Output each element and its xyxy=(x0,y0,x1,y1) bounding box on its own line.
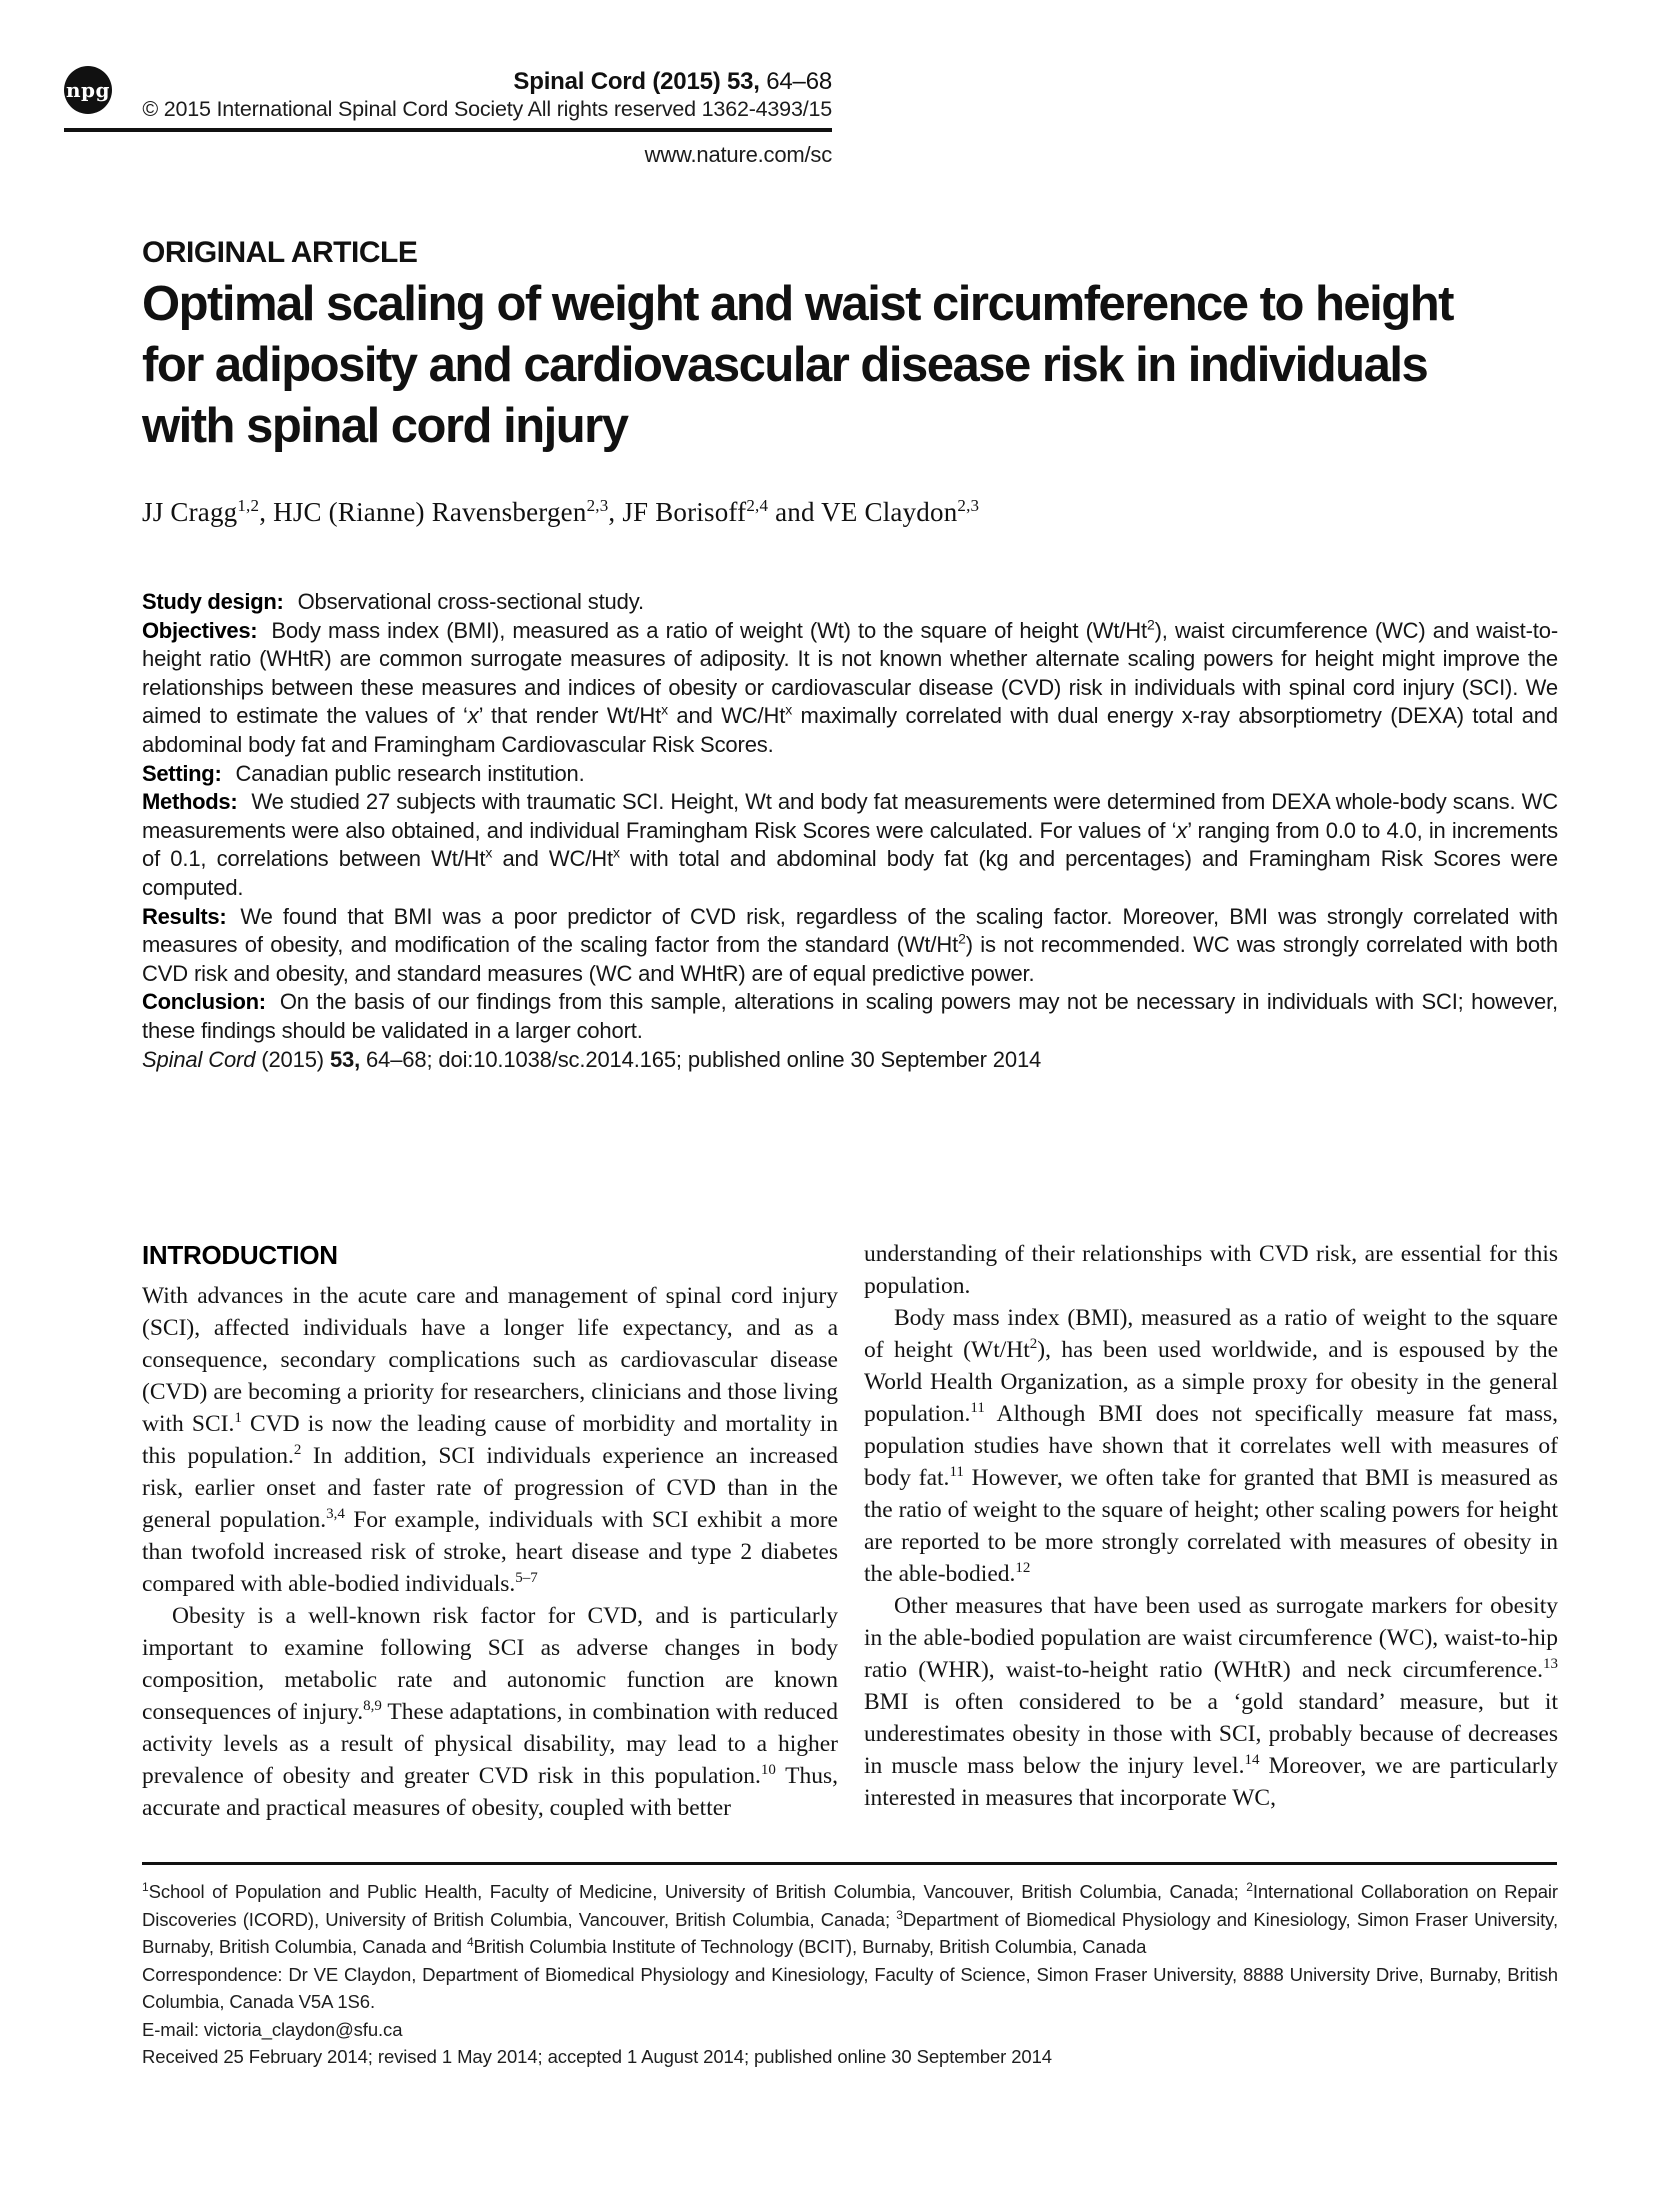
affiliations: $^1$School of Population and Public Health, Faculty of Medicine, University of British Columbia, Vancouver, British Columbia, Canada; $^2$International Collaboration on Repair Discoveries (ICORD), University of British Columbia, Vancouver, British Columbia, Canada; $^3$Department of Biomedical Physiology and Kinesiology, Simon Fraser University, Burnaby, British Columbia, Canada and $^4$British Columbia Institute of Technology (BCIT), Burnaby, British Columbia, Canada xyxy=(142,1879,1558,1957)
body-paragraph: Other measures that have been used as surrogate markers for obesity in the able-bodied population are waist circumference (WC), waist-to-hip ratio (WHR), waist-to-height ratio (WHtR) and neck circumference.$^{13}$ BMI is often considered to be a ‘gold standard’ measure, but it underestimates obesity in those with SCI, probably because of decreases in muscle mass below the injury level.$^{14}$ Moreover, we are particularly interested in measures that incorporate WC, xyxy=(864,1593,1558,1811)
article-title xyxy=(142,274,1453,457)
abstract-text-study-design: Observational cross-sectional study. xyxy=(297,589,644,614)
abstract-objectives xyxy=(142,617,1558,760)
journal-citation-pages: 64–68 xyxy=(759,68,832,95)
footnotes-block xyxy=(142,1878,1558,2071)
article-title-line-1: Optimal scaling of weight and waist circumference to height xyxy=(142,277,1453,331)
body-paragraph: With advances in the acute care and management of spinal cord injury (SCI), affected individuals have a longer life expectancy, and as a consequence, secondary complications such as cardiovascular disease (CVD) are becoming a priority for researchers, clinicians and those living with SCI.$^1$ CVD is now the leading cause of morbidity and mortality in this population.$^2$ In addition, SCI individuals experience an increased risk, earlier onset and faster rate of progression of CVD than in the general population.$^{3,4}$ For example, individuals with SCI exhibit a more than twofold increased risk of stroke, heart disease and type 2 diabetes compared with able-bodied individuals.$^{5-7}$ xyxy=(142,1283,838,1597)
journal-citation-bold: Spinal Cord (2015) 53, xyxy=(513,68,760,95)
abstract-setting xyxy=(142,760,1558,789)
article-type-label: ORIGINAL ARTICLE xyxy=(142,236,418,269)
abstract-conclusion xyxy=(142,988,1558,1045)
abstract-label-conclusion: Conclusion: xyxy=(142,989,266,1015)
abstract-study-design xyxy=(142,588,1558,617)
body-paragraph: Obesity is a well-known risk factor for CVD, and is particularly important to examine following SCI as adverse changes in body composition, metabolic rate and autonomic function are known consequences of injury.$^{8,9}$ These adaptations, in combination with reduced activity levels as a result of physical disability, may lead to a higher prevalence of obesity and greater CVD risk in this population.$^{10}$ Thus, accurate and practical measures of obesity, coupled with better xyxy=(142,1603,838,1821)
abstract-text-methods: We studied 27 subjects with traumatic SCI. Height, Wt and body fat measurements were determined from DEXA whole-body scans. WC measurements were also obtained, and individual Framingham Risk Scores were calculated. For values of ‘x’ ranging from 0.0 to 4.0, in increments of 0.1, correlations between Wt/Ht$^x$ and WC/Ht$^x$ with total and abdominal body fat (kg and percentages) and Framingham Risk Scores were computed. xyxy=(142,789,1559,900)
body-right-column xyxy=(864,1238,1558,1814)
abstract-text-results: We found that BMI was a poor predictor of CVD risk, regardless of the scaling factor. Moreover, BMI was strongly correlated with measures of obesity, and modification of the scaling factor from the standard (Wt/Ht$^2$) is not recommended. WC was strongly correlated with both CVD risk and obesity, and standard measures (WC and WHtR) are of equal predictive power. xyxy=(142,903,1558,986)
article-title-line-3: with spinal cord injury xyxy=(142,399,628,453)
introduction-heading: INTRODUCTION xyxy=(142,1240,338,1270)
correspondence-line: Correspondence: Dr VE Claydon, Department of Biomedical Physiology and Kinesiology, Faculty of Science, Simon Fraser University, 8888 University Drive, Burnaby, British Columbia, Canada V5A 1S6. xyxy=(142,1963,1558,2012)
abstract-text-setting: Canadian public research institution. xyxy=(235,760,585,786)
abstract-results xyxy=(142,903,1558,989)
footnote-rule xyxy=(142,1862,1557,1865)
email-line[interactable]: E-mail: victoria_claydon@sfu.ca xyxy=(142,2018,403,2040)
body-paragraph: understanding of their relationships with CVD risk, are essential for this population. xyxy=(864,1241,1558,1299)
abstract-label-study-design: Study design: xyxy=(142,589,284,614)
journal-url-link[interactable]: www.nature.com/sc xyxy=(644,142,832,167)
header-rule xyxy=(64,128,832,132)
article-title-line-2: for adiposity and cardiovascular disease risk in individuals xyxy=(142,338,1428,392)
abstract-text-conclusion: On the basis of our findings from this sample, alterations in scaling powers may not be necessary in individuals with SCI; however, these findings should be validated in a larger cohort. xyxy=(142,989,1558,1043)
article-history-line: Received 25 February 2014; revised 1 May 2014; accepted 1 August 2014; published online 30 September 2014 xyxy=(142,2046,1052,2067)
abstract-label-setting: Setting: xyxy=(142,760,222,786)
npg-logo xyxy=(64,66,112,114)
abstract-label-results: Results: xyxy=(142,903,227,929)
abstract-label-objectives: Objectives: xyxy=(142,617,258,643)
author-list: JJ Cragg$^{1,2}$, HJC (Rianne) Ravensbergen$^{2,3}$, JF Borisoff$^{2,4}$ and VE Claydon$^{2,3}$ xyxy=(142,496,980,527)
abstract-methods xyxy=(142,788,1558,902)
copyright-line: © 2015 International Spinal Cord Society All rights reserved 1362-4393/15 xyxy=(142,97,832,121)
abstract xyxy=(142,588,1558,1074)
body-left-column xyxy=(142,1238,838,1824)
abstract-label-methods: Methods: xyxy=(142,789,238,815)
npg-logo-text: npg xyxy=(65,78,110,102)
abstract-citation-line: Spinal Cord (2015) 53, 64–68; doi:10.1038/sc.2014.165; published online 30 September 2014 xyxy=(142,1046,1042,1072)
abstract-text-objectives: Body mass index (BMI), measured as a ratio of weight (Wt) to the square of height (Wt/Ht$^2$), waist circumference (WC) and waist-to-height ratio (WHtR) are common surrogate measures of adiposity. It is not known whether alternate scaling powers for height might improve the relationships between these measures and indices of obesity or cardiovascular disease (CVD) risk in individuals with spinal cord injury (SCI). We aimed to estimate the values of ‘x’ that render Wt/Ht$^x$ and WC/Ht$^x$ maximally correlated with dual energy x-ray absorptiometry (DEXA) total and abdominal body fat and Framingham Cardiovascular Risk Scores. xyxy=(142,616,1558,757)
journal-citation-block xyxy=(142,68,832,122)
body-paragraph: Body mass index (BMI), measured as a ratio of weight to the square of height (Wt/Ht$^2$), has been used worldwide, and is espoused by the World Health Organization, as a simple proxy for obesity in the general population.$^{11}$ Although BMI does not specifically measure fat mass, population studies have shown that it correlates well with measures of body fat.$^{11}$ However, we often take for granted that BMI is measured as the ratio of weight to the square of height; other scaling powers for height are reported to be more strongly correlated with measures of obesity in the able-bodied.$^{12}$ xyxy=(864,1305,1558,1587)
journal-citation xyxy=(142,68,832,96)
